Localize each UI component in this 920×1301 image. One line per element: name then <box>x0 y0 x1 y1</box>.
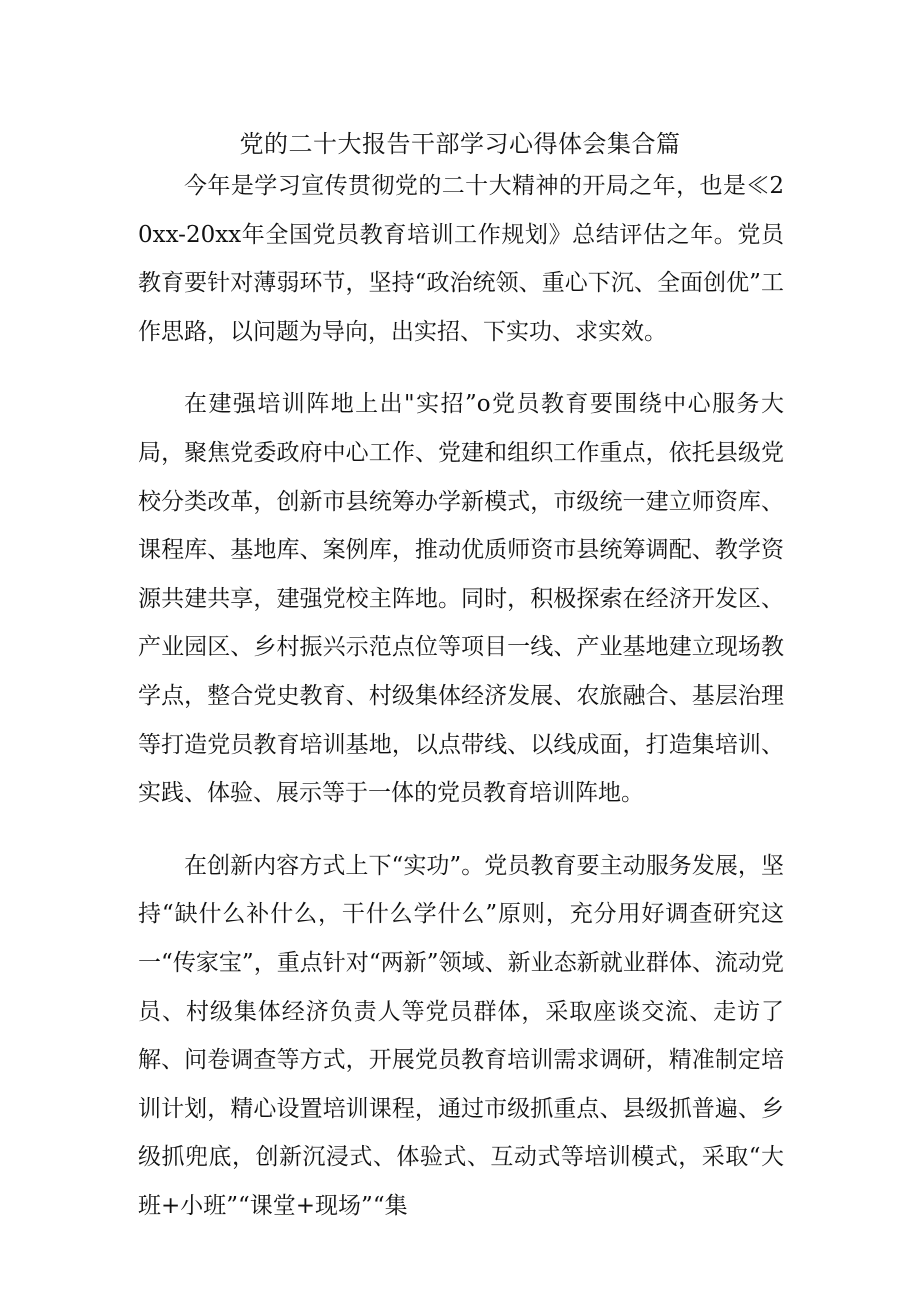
paragraph-intro: 今年是学习宣传贯彻党的二十大精神的开局之年，也是≪20xx-20xx年全国党员教育培训工作规划》总结评估之年。党员教育要针对薄弱环节，坚持“政治统领、重心下沉、全面创优”工作思路，以问题为导向，出实招、下实功、求实效。 <box>138 173 784 345</box>
document-title: 党的二十大报告干部学习心得体会集合篇 <box>239 130 681 158</box>
document-body <box>138 162 784 1254</box>
paragraph-content-innovation: 在创新内容方式上下“实功”。党员教育要主动服务发展，坚持“缺什么补什么，干什么学什么”原则，充分用好调查研究这一“传家宝”，重点针对“两新”领域、新业态新就业群体、流动党员、村级集体经济负责人等党员群体，采取座谈交流、走访了解、问卷调查等方式，开展党员教育培训需求调研，精准制定培训计划，精心设置培训课程，通过市级抓重点、县级抓普遍、乡级抓兜底，创新沉浸式、体验式、互动式等培训模式，采取“大班+小班”“课堂+现场”“集 <box>138 852 784 1219</box>
paragraph-training-base: 在建强培训阵地上出"实招”o党员教育要围绕中心服务大局，聚焦党委政府中心工作、党建和组织工作重点，依托县级党校分类改革，创新市县统筹办学新模式，市级统一建立师资库、课程库、基地库、案例库，推动优质师资市县统筹调配、教学资源共建共享，建强党校主阵地。同时，积极探索在经济开发区、产业园区、乡村振兴示范点位等项目一线、产业基地建立现场教学点，整合党史教育、村级集体经济发展、农旅融合、基层治理等打造党员教育培训基地，以点带线、以线成面，打造集培训、实践、体验、展示等于一体的党员教育培训阵地。 <box>138 391 784 807</box>
